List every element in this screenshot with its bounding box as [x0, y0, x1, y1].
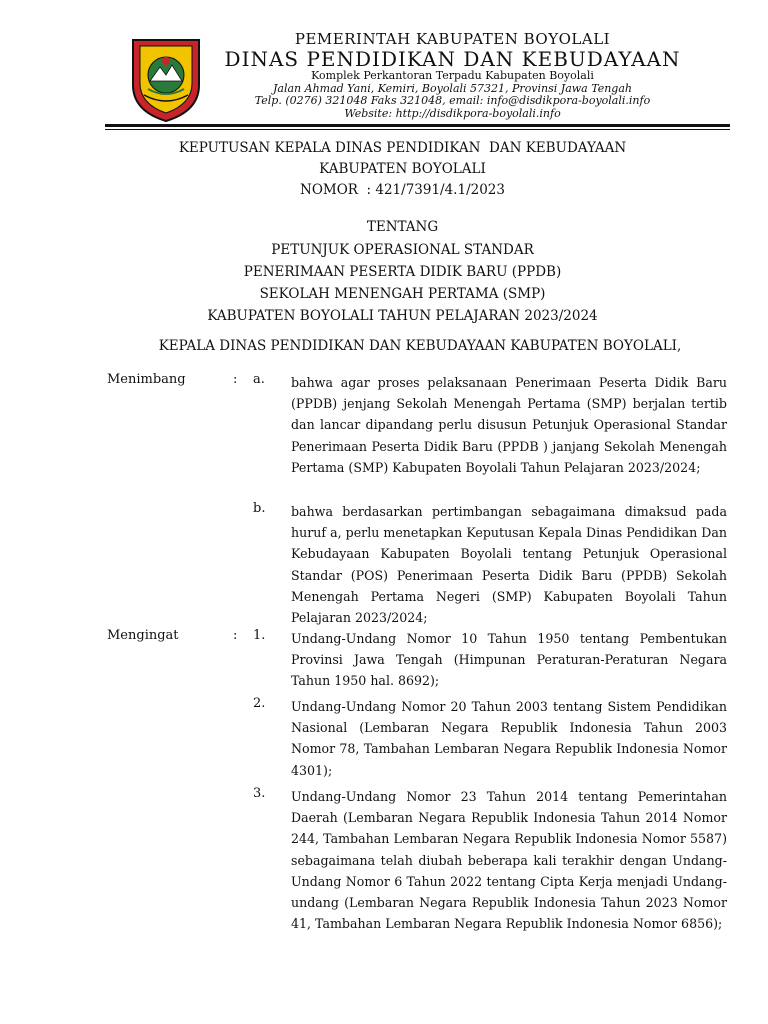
decree-number: NOMOR : 421/7391/4.1/2023	[300, 182, 505, 198]
mengingat-item-text: Undang-Undang Nomor 10 Tahun 1950 tentang Pembentukan Provinsi Jawa Tengah (Himpunan Peraturan-Peraturan Negara Tahun 1950 hal. 8692);	[291, 631, 727, 689]
letterhead-divider-thin	[105, 129, 730, 130]
menimbang-item-text: bahwa berdasarkan pertimbangan sebagaimana dimaksud pada huruf a, perlu menetapkan Keputusan Kepala Dinas Pendidikan Dan Kebudayaan Kabupaten Boyolali tentang Petunjuk Operasional Standar (POS) Penerimaan Peserta Didik Baru (PPDB) Sekolah Menengah Pertama Negeri (SMP) Kabupaten Boyolali Tahun Pelajaran 2023/2024;	[291, 504, 727, 626]
office-website: Website: http://disdikpora-boyolali.info	[344, 106, 561, 120]
mengingat-item-text: Undang-Undang Nomor 23 Tahun 2014 tentang Pemerintahan Daerah (Lembaran Negara Republik Indonesia Tahun 2014 Nomor 244, Tambahan Lembaran Negara Republik Indonesia Nomor 5587) sebagaimana telah diubah beberapa kali terakhir dengan Undang-Undang Nomor 6 Tahun 2022 tentang Cipta Kerja menjadi Undang-undang (Lembaran Negara Republik Indonesia Tahun 2023 Nomor 41, Tambahan Lembaran Negara Republik Indonesia Nomor 6856);	[291, 789, 727, 932]
mengingat-item-mark: 2.	[253, 696, 266, 711]
menimbang-item-mark: b.	[253, 501, 266, 516]
office-contact: Telp. (0276) 321048 Faks 321048, email: info@disdikpora-boyolali.info	[254, 94, 651, 107]
mengingat-item-text: Undang-Undang Nomor 20 Tahun 2003 tentang Sistem Pendidikan Nasional (Lembaran Negara Republik Indonesia Tahun 2003 Nomor 78, Tambahan Lembaran Negara Republik Indonesia Nomor 4301);	[291, 699, 727, 778]
decree-title-line1: KEPUTUSAN KEPALA DINAS PENDIDIKAN DAN KEBUDAYAAN	[178, 140, 627, 156]
mengingat-colon: :	[233, 628, 238, 643]
mengingat-item-mark: 3.	[253, 786, 266, 801]
decree-subject	[105, 239, 700, 327]
decree-title-line2: KABUPATEN BOYOLALI	[319, 161, 486, 177]
boyolali-regency-emblem-icon	[130, 37, 202, 123]
mengingat-item-mark: 1.	[253, 628, 266, 643]
menimbang-item-mark: a.	[253, 372, 265, 387]
letterhead-text	[205, 30, 700, 120]
decree-heading	[105, 138, 700, 201]
office-address: Jalan Ahmad Yani, Kemiri, Boyolali 57321, Provinsi Jawa Tengah	[273, 81, 632, 95]
menimbang-label: Menimbang	[107, 372, 186, 387]
government-name: PEMERINTAH KABUPATEN BOYOLALI	[294, 30, 611, 48]
subject-line1: PETUNJUK OPERASIONAL STANDAR	[271, 242, 534, 258]
subject-line2: PENERIMAAN PESERTA DIDIK BARU (PPDB)	[243, 264, 562, 280]
agency-name: DINAS PENDIDIKAN DAN KEBUDAYAAN	[224, 47, 681, 71]
subject-line4: KABUPATEN BOYOLALI TAHUN PELAJARAN 2023/2024	[207, 308, 598, 324]
issuer-line: KEPALA DINAS PENDIDIKAN DAN KEBUDAYAAN KABUPATEN BOYOLALI,	[158, 338, 682, 354]
menimbang-colon: :	[233, 372, 238, 387]
office-complex: Komplek Perkantoran Terpadu Kabupaten Boyolali	[311, 69, 594, 82]
subject-line3: SEKOLAH MENENGAH PERTAMA (SMP)	[259, 286, 546, 302]
letterhead	[0, 0, 768, 135]
mengingat-label: Mengingat	[107, 628, 179, 643]
letterhead-divider-thick	[105, 124, 730, 127]
tentang-heading: TENTANG	[366, 219, 439, 235]
menimbang-item-text: bahwa agar proses pelaksanaan Penerimaan Peserta Didik Baru (PPDB) jenjang Sekolah Menengah Pertama (SMP) berjalan tertib dan lancar dipandang perlu disusun Petunjuk Operasional Standar Penerimaan Peserta Didik Baru (PPDB ) janjang Sekolah Menengah Pertama (SMP) Kabupaten Boyolali Tahun Pelajaran 2023/2024;	[291, 375, 727, 475]
